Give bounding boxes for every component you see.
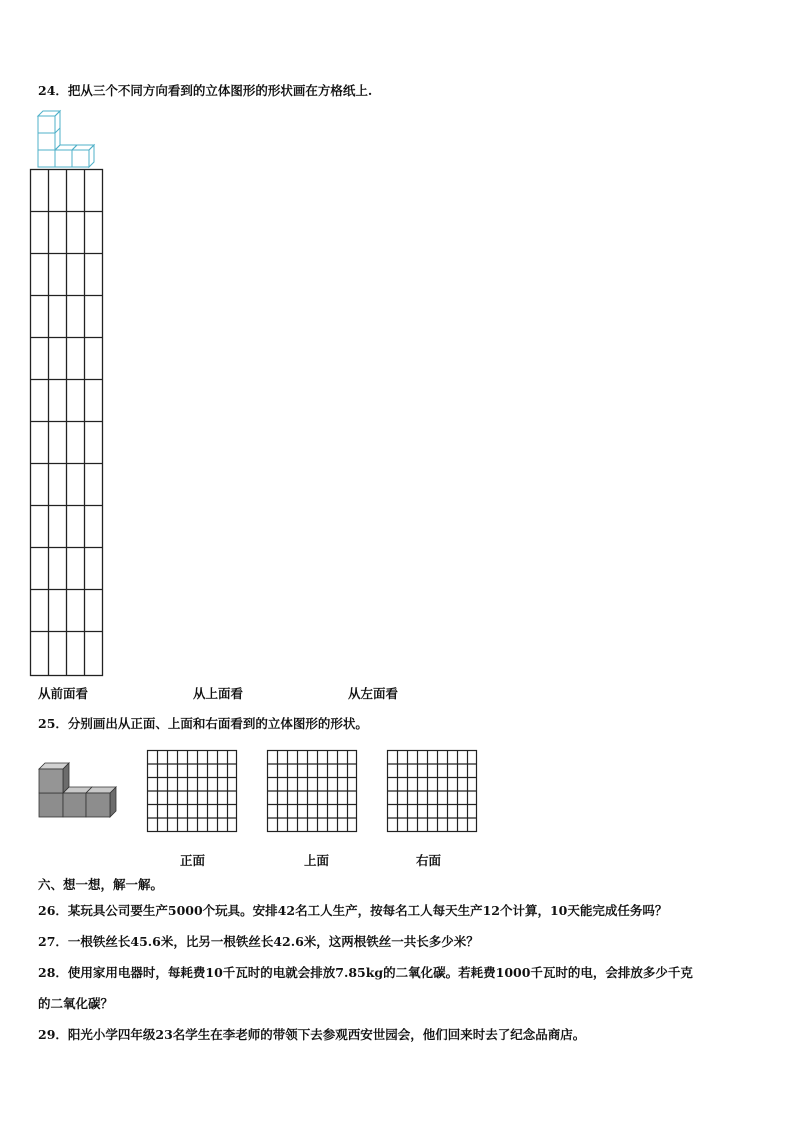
- question-29-text: 29．阳光小学四年级23名学生在李老师的带领下去参观西安世园会，他们回来时去了纪念品商店。: [38, 1027, 586, 1042]
- q25-grid-right: [387, 750, 478, 833]
- q25-cube-svg: [38, 762, 120, 820]
- q24-grid-svg: [30, 169, 104, 677]
- view-label-top: 从上面看: [193, 686, 244, 701]
- question-26-text: 26．某玩具公司要生产5000个玩具。安排42名工人生产，按每名工人每天生产12个计算，10天能完成任务吗？: [38, 903, 668, 918]
- question-24-text: 24．把从三个不同方向看到的立体图形的形状画在方格纸上.: [38, 83, 373, 98]
- view-label-front: 从前面看: [38, 686, 89, 701]
- q25-grid-top: [267, 750, 358, 833]
- section-6-heading: 六、想一想，解一解。: [38, 877, 164, 892]
- grid-label-top: 上面: [304, 853, 330, 868]
- q25-grid-right-svg: [387, 750, 478, 833]
- q24-drawing-grid: [30, 169, 104, 677]
- q24-cube-figure: [36, 108, 98, 170]
- question-28-continuation: 的二氧化碳？: [38, 996, 114, 1011]
- question-25-text: 25．分别画出从正面、上面和右面看到的立体图形的形状。: [38, 716, 368, 731]
- grid-label-front: 正面: [180, 853, 206, 868]
- view-label-left: 从左面看: [348, 686, 399, 701]
- grid-label-right: 右面: [416, 853, 442, 868]
- question-28-text: 28．使用家用电器时，每耗费10千瓦时的电就会排放7.85kg的二氧化碳。若耗费1000千瓦时的电，会排放多少千克: [38, 965, 693, 980]
- q25-cube-figure: [38, 762, 120, 820]
- q24-cube-svg: [36, 108, 98, 170]
- q25-grid-front: [147, 750, 238, 833]
- question-27-text: 27．一根铁丝长45.6米，比另一根铁丝长42.6米，这两根铁丝一共长多少米？: [38, 934, 479, 949]
- q25-grid-top-svg: [267, 750, 358, 833]
- q25-grid-front-svg: [147, 750, 238, 833]
